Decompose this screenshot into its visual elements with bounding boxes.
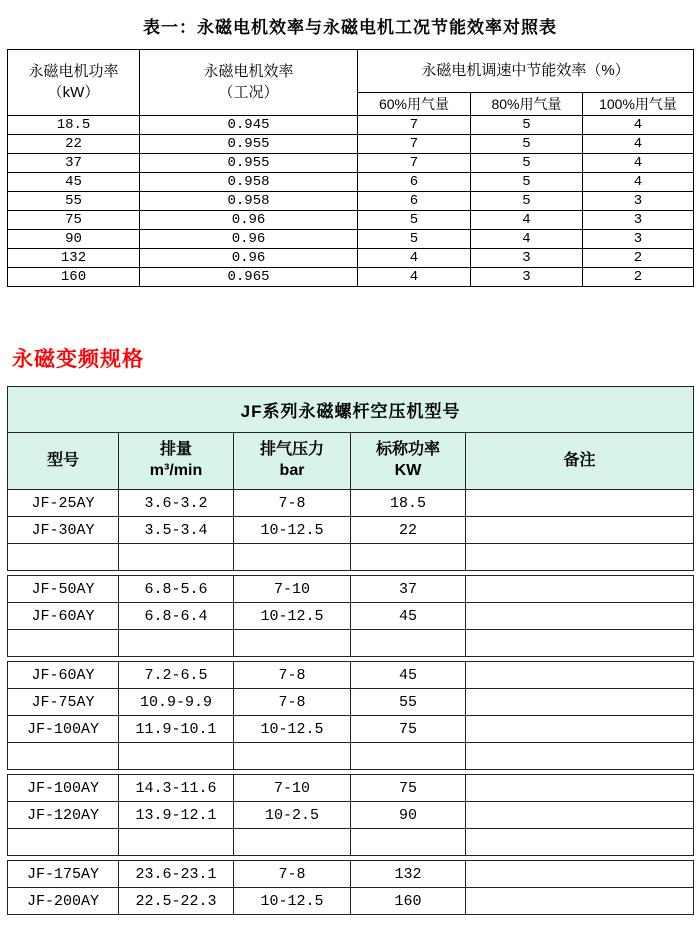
table-cell: 6.8-6.4	[119, 603, 234, 630]
header-motor-power	[8, 50, 140, 116]
table-row	[8, 888, 694, 915]
table-cell: 7-8	[234, 662, 351, 689]
table-cell	[466, 888, 694, 915]
table-cell: 10-12.5	[234, 888, 351, 915]
table-cell: 22	[351, 517, 466, 544]
table-row	[8, 116, 694, 135]
table-cell: 2	[583, 268, 694, 287]
table-row	[8, 662, 694, 689]
table-cell	[119, 743, 234, 770]
header-energy-saving-group: 永磁电机调速中节能效率（%）	[358, 50, 694, 93]
table2-header-row	[8, 433, 694, 490]
table-cell: 45	[351, 603, 466, 630]
table-cell: JF-100AY	[8, 775, 119, 802]
jf-models-group-2	[7, 575, 694, 657]
header-motor-power-line2: （kW）	[47, 83, 100, 101]
table-cell	[466, 517, 694, 544]
table-cell: JF-60AY	[8, 603, 119, 630]
table-cell: 7-8	[234, 861, 351, 888]
header-motor-efficiency-line1: 永磁电机效率	[203, 63, 294, 81]
jf-models-group-5	[7, 860, 694, 915]
table-row	[8, 173, 694, 192]
table-row	[8, 576, 694, 603]
table-cell: 7	[358, 154, 471, 173]
table-row	[8, 490, 694, 517]
header-displacement-line1: 排量	[159, 441, 192, 459]
table-row	[8, 689, 694, 716]
table-cell: 7-10	[234, 775, 351, 802]
table-cell	[234, 829, 351, 856]
table-cell: JF-60AY	[8, 662, 119, 689]
table-row	[8, 211, 694, 230]
table1-header-row-1	[8, 50, 694, 93]
table-cell: 18.5	[8, 116, 140, 135]
table-cell	[466, 802, 694, 829]
table-cell: 4	[471, 211, 583, 230]
table-cell: 3	[583, 192, 694, 211]
table-cell: 5	[471, 154, 583, 173]
table-cell	[466, 603, 694, 630]
header-motor-power-line1: 永磁电机功率	[28, 63, 119, 81]
header-pressure-line1: 排气压力	[259, 441, 324, 459]
table-cell: 3.5-3.4	[119, 517, 234, 544]
table-row	[8, 135, 694, 154]
table-cell: 0.96	[140, 249, 358, 268]
table-cell: 10-12.5	[234, 517, 351, 544]
table-cell	[119, 630, 234, 657]
table-cell	[466, 544, 694, 571]
table-cell: 22	[8, 135, 140, 154]
table1-title: 表一：永磁电机效率与永磁电机工况节能效率对照表	[143, 18, 557, 37]
table-cell	[351, 630, 466, 657]
table-cell: 7-8	[234, 490, 351, 517]
table-row	[8, 743, 694, 770]
table-cell: 22.5-22.3	[119, 888, 234, 915]
table-cell	[8, 630, 119, 657]
table-row	[8, 249, 694, 268]
header-model: 型号	[8, 433, 119, 490]
table-cell	[466, 716, 694, 743]
table-cell	[119, 829, 234, 856]
jf-models-table-header	[7, 386, 694, 490]
table-cell: 10-2.5	[234, 802, 351, 829]
table-cell	[8, 743, 119, 770]
table-cell: 13.9-12.1	[119, 802, 234, 829]
table-cell: 4	[471, 230, 583, 249]
jf-models-group-1	[7, 489, 694, 571]
table-row	[8, 517, 694, 544]
table-cell: 0.96	[140, 211, 358, 230]
header-air-usage-100: 100%用气量	[583, 93, 694, 116]
table-cell	[466, 743, 694, 770]
table-cell: 75	[351, 775, 466, 802]
table-cell: 0.958	[140, 192, 358, 211]
table-cell: 4	[583, 173, 694, 192]
group-2-body	[8, 576, 694, 657]
table-cell: 7	[358, 135, 471, 154]
table-cell: 132	[8, 249, 140, 268]
table-cell: 3.6-3.2	[119, 490, 234, 517]
table-cell: 45	[8, 173, 140, 192]
table-cell: 0.96	[140, 230, 358, 249]
jf-models-group-4	[7, 774, 694, 856]
table-row	[8, 861, 694, 888]
header-pressure	[234, 433, 351, 490]
table-cell: 5	[471, 192, 583, 211]
table-cell: 7.2-6.5	[119, 662, 234, 689]
table-cell: 0.955	[140, 154, 358, 173]
header-air-usage-60: 60%用气量	[358, 93, 471, 116]
table-cell: 18.5	[351, 490, 466, 517]
table1-body	[8, 116, 694, 287]
table-cell: JF-120AY	[8, 802, 119, 829]
table-cell: 4	[358, 268, 471, 287]
table-cell: 11.9-10.1	[119, 716, 234, 743]
table-cell: 3	[471, 249, 583, 268]
table-row	[8, 192, 694, 211]
table-cell: 4	[583, 135, 694, 154]
table-cell	[351, 829, 466, 856]
group-5-body	[8, 861, 694, 915]
table-cell: 10.9-9.9	[119, 689, 234, 716]
table-row	[8, 829, 694, 856]
jf-models-group-3	[7, 661, 694, 770]
table-cell: 7	[358, 116, 471, 135]
table-cell: 55	[8, 192, 140, 211]
table-cell: 37	[351, 576, 466, 603]
group-4-body	[8, 775, 694, 856]
motor-efficiency-table	[7, 49, 694, 287]
group-1-body	[8, 490, 694, 571]
header-rated-power-line2: KW	[394, 462, 422, 479]
table-row	[8, 154, 694, 173]
table-row	[8, 603, 694, 630]
table-cell	[466, 576, 694, 603]
table-cell: 7-10	[234, 576, 351, 603]
table-cell: 0.958	[140, 173, 358, 192]
table2-title-row	[8, 387, 694, 433]
header-air-usage-80: 80%用气量	[471, 93, 583, 116]
table-cell: 5	[358, 211, 471, 230]
header-displacement	[119, 433, 234, 490]
table-cell	[466, 861, 694, 888]
table-cell: 6	[358, 192, 471, 211]
group-3-body	[8, 662, 694, 770]
table-cell: 0.965	[140, 268, 358, 287]
table-cell: 75	[8, 211, 140, 230]
table-cell: 0.945	[140, 116, 358, 135]
table-cell	[466, 689, 694, 716]
table-row	[8, 230, 694, 249]
table-cell: JF-50AY	[8, 576, 119, 603]
table-cell: 90	[8, 230, 140, 249]
table-cell: 6.8-5.6	[119, 576, 234, 603]
table-cell: 3	[583, 230, 694, 249]
table-cell: 0.955	[140, 135, 358, 154]
table-cell	[466, 490, 694, 517]
table-cell: 5	[471, 116, 583, 135]
header-pressure-line2: bar	[279, 462, 305, 479]
table-cell: 132	[351, 861, 466, 888]
table-cell: 4	[583, 154, 694, 173]
table-cell: 3	[583, 211, 694, 230]
header-remark: 备注	[466, 433, 694, 490]
table-cell	[234, 630, 351, 657]
header-motor-efficiency	[140, 50, 358, 116]
table-row	[8, 544, 694, 571]
table-cell: 160	[8, 268, 140, 287]
table-cell: 45	[351, 662, 466, 689]
table-cell	[466, 829, 694, 856]
table2-title: JF系列永磁螺杆空压机型号	[8, 387, 694, 433]
table-cell	[466, 662, 694, 689]
table-cell: 5	[471, 135, 583, 154]
header-displacement-line2: m³/min	[149, 462, 203, 479]
table-cell: 6	[358, 173, 471, 192]
table-cell	[234, 743, 351, 770]
table-row	[8, 775, 694, 802]
table-cell: 90	[351, 802, 466, 829]
table-cell: 4	[583, 116, 694, 135]
table-cell: 3	[471, 268, 583, 287]
table-cell	[234, 544, 351, 571]
table-cell: JF-75AY	[8, 689, 119, 716]
table-cell: JF-175AY	[8, 861, 119, 888]
table-cell	[351, 544, 466, 571]
table-cell	[466, 630, 694, 657]
table-row	[8, 268, 694, 287]
header-rated-power-line1: 标称功率	[375, 441, 440, 459]
table-row	[8, 802, 694, 829]
table-cell: 2	[583, 249, 694, 268]
header-motor-efficiency-line2: （工况）	[218, 83, 279, 101]
table-row	[8, 716, 694, 743]
table-cell	[351, 743, 466, 770]
table-cell: 5	[471, 173, 583, 192]
table-cell: JF-30AY	[8, 517, 119, 544]
table-row	[8, 630, 694, 657]
table-cell: 5	[358, 230, 471, 249]
table-cell: 14.3-11.6	[119, 775, 234, 802]
header-rated-power	[351, 433, 466, 490]
table-cell: 37	[8, 154, 140, 173]
table-cell: 10-12.5	[234, 603, 351, 630]
section-heading: 永磁变频规格	[12, 348, 144, 371]
table-cell	[8, 544, 119, 571]
table-cell: 10-12.5	[234, 716, 351, 743]
table-cell: JF-200AY	[8, 888, 119, 915]
table-cell: 4	[358, 249, 471, 268]
table-cell: 7-8	[234, 689, 351, 716]
table-cell: 23.6-23.1	[119, 861, 234, 888]
table-cell	[119, 544, 234, 571]
table-cell: 160	[351, 888, 466, 915]
table-cell: JF-25AY	[8, 490, 119, 517]
table-cell	[8, 829, 119, 856]
table-cell: 75	[351, 716, 466, 743]
table-cell: 55	[351, 689, 466, 716]
table-cell	[466, 775, 694, 802]
table-cell: JF-100AY	[8, 716, 119, 743]
